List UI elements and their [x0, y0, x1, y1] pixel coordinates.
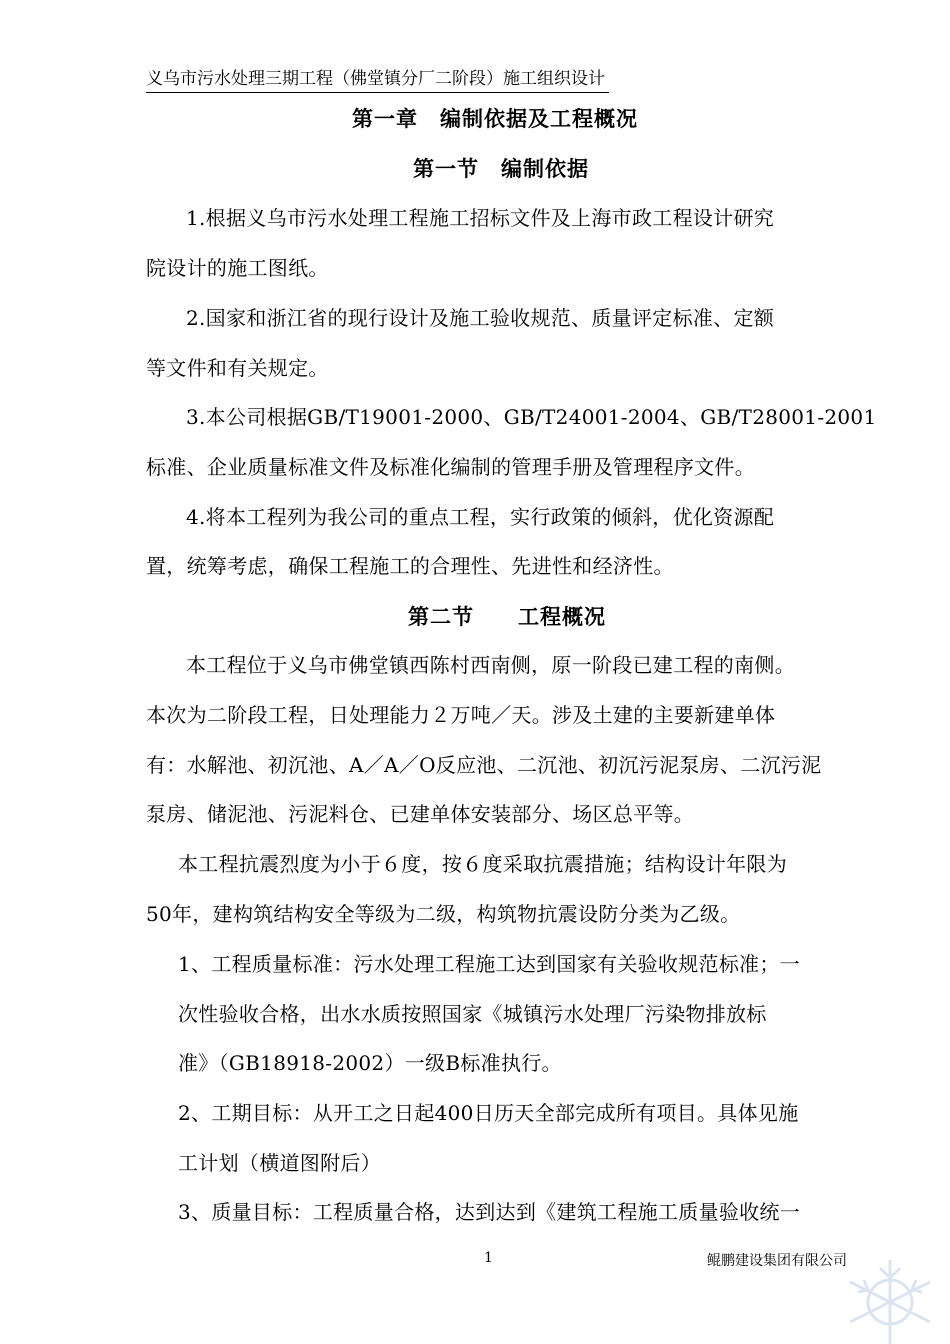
basis-item-3-line-2: 标准、企业质量标准文件及标准化编制的管理手册及管理程序文件。 — [146, 455, 755, 479]
basis-item-4-line-2: 置，统筹考虑，确保工程施工的合理性、先进性和经济性。 — [146, 554, 674, 578]
watermark-snowflake-icon — [820, 1240, 950, 1344]
goal-2-line-2: 工计划（横道图附后） — [178, 1151, 381, 1175]
overview-para-2-line-2: 50年，建构筑结构安全等级为二级，构筑物抗震设防分类为乙级。 — [146, 902, 741, 926]
basis-item-4-line-1: 4.将本工程列为我公司的重点工程，实行政策的倾斜，优化资源配 — [186, 505, 775, 529]
section-title-basis: 第一节 编制依据 — [413, 157, 589, 181]
goal-2-line-1: 2、工期目标：从开工之日起400日历天全部完成所有项目。具体见施 — [178, 1101, 799, 1125]
overview-para-1-line-1: 本工程位于义乌市佛堂镇西陈村西南侧，原一阶段已建工程的南侧。 — [186, 653, 795, 677]
overview-para-1-line-2: 本次为二阶段工程，日处理能力２万吨／天。涉及土建的主要新建单体 — [146, 703, 776, 727]
overview-para-1-line-3: 有：水解池、初沉池、A／A／O反应池、二沉池、初沉污泥泵房、二沉污泥 — [146, 753, 822, 777]
basis-item-1-line-2: 院设计的施工图纸。 — [146, 256, 329, 280]
goal-1-line-2: 次性验收合格，出水水质按照国家《城镇污水处理厂污染物排放标 — [178, 1002, 767, 1026]
chapter-title: 第一章 编制依据及工程概况 — [352, 107, 638, 131]
basis-item-2-line-2: 等文件和有关规定。 — [146, 356, 329, 380]
goal-1-line-1: 1、工程质量标准：污水处理工程施工达到国家有关验收规范标准；一 — [178, 952, 801, 976]
goal-3-line-1: 3、质量目标：工程质量合格，达到达到《建筑工程施工质量验收统一 — [178, 1200, 801, 1224]
basis-item-3-line-1: 3.本公司根据GB/T19001-2000、GB/T24001-2004、GB/T28001-2001 — [186, 405, 877, 429]
document-header: 义乌市污水处理三期工程（佛堂镇分厂二阶段）施工组织设计 — [146, 66, 609, 93]
basis-item-1-line-1: 1.根据义乌市污水处理工程施工招标文件及上海市政工程设计研究 — [186, 206, 775, 230]
overview-para-1-line-4: 泵房、储泥池、污泥料仓、已建单体安装部分、场区总平等。 — [146, 802, 695, 826]
page-number: 1 — [484, 1250, 493, 1266]
basis-item-2-line-1: 2.国家和浙江省的现行设计及施工验收规范、质量评定标准、定额 — [186, 306, 775, 330]
overview-para-2-line-1: 本工程抗震烈度为小于６度，按６度采取抗震措施；结构设计年限为 — [178, 852, 787, 876]
footer-company-name: 鲲鹏建设集团有限公司 — [707, 1253, 847, 1269]
goal-1-line-3: 准》（GB18918-2002）一级B标准执行。 — [178, 1051, 562, 1075]
section-title-overview: 第二节 工程概况 — [408, 605, 606, 629]
